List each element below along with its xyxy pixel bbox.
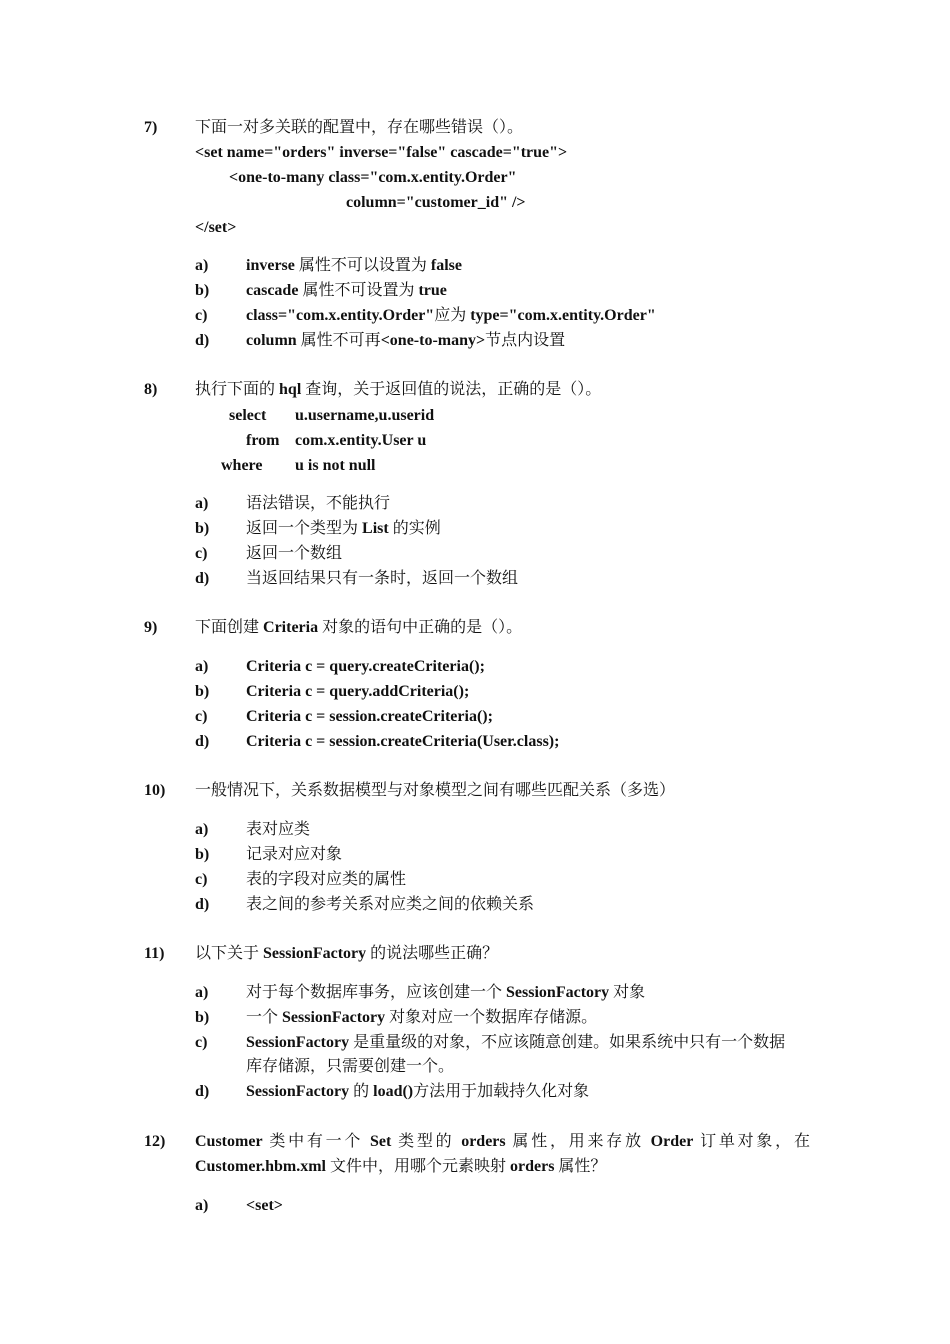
question-10-stem: 一般情况下，关系数据模型与对象模型之间有哪些匹配关系（多选） bbox=[195, 782, 676, 799]
q12-option-a-label: a) bbox=[195, 1197, 209, 1214]
bold-text-run: true bbox=[418, 282, 447, 299]
bold-text-run: SessionFactory bbox=[246, 1034, 350, 1051]
q9-option-b-label: b) bbox=[195, 683, 210, 700]
q12-option-a-text bbox=[246, 1196, 283, 1216]
bold-text-run: column bbox=[246, 332, 297, 349]
text-run: 属性？ bbox=[554, 1158, 607, 1175]
q10-option-a-text bbox=[246, 820, 310, 840]
q10-option-b-label: b) bbox=[195, 846, 210, 863]
bold-text-run: Order bbox=[650, 1133, 694, 1150]
question-7-stem: 下面一对多关联的配置中，存在哪些错误（）。 bbox=[195, 119, 524, 136]
bold-text-run: Customer.hbm.xml bbox=[195, 1158, 326, 1175]
q11-option-d-label: d) bbox=[195, 1083, 210, 1100]
q8-option-c-text bbox=[246, 544, 342, 564]
text-run: 返回一个数组 bbox=[246, 545, 343, 562]
bold-text-run: SessionFactory bbox=[282, 1009, 386, 1026]
bold-text-run: orders bbox=[509, 1158, 555, 1175]
q11-option-c-text bbox=[246, 1033, 785, 1053]
bold-text-run: <set> bbox=[246, 1197, 283, 1214]
q8-option-b-text bbox=[246, 519, 441, 539]
text-run: 的说法哪些正确？ bbox=[366, 945, 499, 962]
text-run: 对象的语句中正确的是（）。 bbox=[318, 619, 523, 636]
bold-text-run: Criteria c = session.createCriteria(); bbox=[246, 708, 493, 725]
q7-option-b-text bbox=[246, 281, 447, 301]
text-run: 类型的 bbox=[391, 1133, 462, 1150]
bold-text-run: SessionFactory bbox=[506, 984, 610, 1001]
q9-option-b-text bbox=[246, 682, 469, 702]
q8-option-a-text bbox=[246, 494, 390, 514]
question-11-number: 11) bbox=[144, 945, 165, 962]
q11-option-c-continuation: 库存储源，只需要创建一个。 bbox=[246, 1058, 455, 1075]
q10-option-c-label: c) bbox=[195, 871, 208, 888]
question-12-stem-line-1 bbox=[195, 1132, 810, 1152]
question-10-number: 10) bbox=[144, 782, 166, 799]
bold-text-run: Set bbox=[369, 1133, 392, 1150]
bold-text-run: <one-to-many> bbox=[380, 332, 486, 349]
text-run: 的 bbox=[349, 1083, 374, 1100]
q9-option-d-label: d) bbox=[195, 733, 210, 750]
q10-option-c-text bbox=[246, 870, 406, 890]
question-12-number: 12) bbox=[144, 1133, 166, 1150]
text-run: 语法错误，不能执行 bbox=[246, 495, 391, 512]
text-run: 是重量级的对象，不应该随意创建。如果系统中只有一个数据 bbox=[349, 1034, 786, 1051]
text-run: 对象对应一个数据库存储源。 bbox=[385, 1009, 598, 1026]
question-11-stem bbox=[195, 944, 498, 964]
q7-option-d-label: d) bbox=[195, 332, 210, 349]
hql-keyword-from: from bbox=[246, 432, 280, 449]
q8-option-c-label: c) bbox=[195, 545, 208, 562]
text-run: 订单对象，在 bbox=[693, 1133, 810, 1150]
hql-select-value: u.username,u.userid bbox=[295, 407, 435, 424]
text-run: 文件中，用哪个元素映射 bbox=[325, 1158, 510, 1175]
bold-text-run: hql bbox=[279, 381, 302, 398]
hql-where-value: u is not null bbox=[295, 457, 376, 474]
q7-code-line-4: </set> bbox=[195, 219, 237, 236]
question-7-number: 7) bbox=[144, 119, 158, 136]
q11-option-c-label: c) bbox=[195, 1034, 208, 1051]
bold-text-run: List bbox=[362, 520, 389, 537]
bold-text-run: load() bbox=[373, 1083, 414, 1100]
text-run: 的实例 bbox=[388, 520, 441, 537]
q8-option-a-label: a) bbox=[195, 495, 209, 512]
question-9-stem bbox=[195, 618, 522, 638]
q7-code-line-2: <one-to-many class="com.x.entity.Order" bbox=[229, 169, 517, 186]
q7-option-d-text bbox=[246, 331, 565, 351]
text-run: 方法用于加载持久化对象 bbox=[413, 1083, 590, 1100]
text-run: 节点内设置 bbox=[485, 332, 566, 349]
text-run: 查询，关于返回值的说法，正确的是（）。 bbox=[301, 381, 602, 398]
q7-option-c-text bbox=[246, 306, 656, 326]
question-8-stem bbox=[195, 380, 601, 400]
hql-keyword-where: where bbox=[221, 457, 263, 474]
text-run: 属性，用来存放 bbox=[505, 1133, 651, 1150]
text-run: 应为 bbox=[434, 307, 471, 324]
bold-text-run: class="com.x.entity.Order" bbox=[246, 307, 435, 324]
q10-option-b-text bbox=[246, 845, 342, 865]
hql-keyword-select: select bbox=[229, 407, 267, 424]
q10-option-d-label: d) bbox=[195, 896, 210, 913]
bold-text-run: type="com.x.entity.Order" bbox=[470, 307, 656, 324]
q9-option-c-text bbox=[246, 707, 493, 727]
question-8-number: 8) bbox=[144, 381, 158, 398]
q11-option-d-text bbox=[246, 1082, 589, 1102]
q10-option-d-text bbox=[246, 895, 534, 915]
q8-option-d-label: d) bbox=[195, 570, 210, 587]
text-run: 对于每个数据库事务，应该创建一个 bbox=[246, 984, 507, 1001]
text-run: 属性不可设置为 bbox=[298, 282, 419, 299]
q7-code-line-3: column="customer_id" /> bbox=[346, 194, 526, 211]
text-run: 以下关于 bbox=[195, 945, 264, 962]
text-run: 表之间的参考关系对应类之间的依赖关系 bbox=[246, 896, 535, 913]
bold-text-run: Customer bbox=[195, 1133, 263, 1150]
bold-text-run: false bbox=[430, 257, 462, 274]
bold-text-run: SessionFactory bbox=[263, 945, 367, 962]
q9-option-c-label: c) bbox=[195, 708, 208, 725]
bold-text-run: Criteria c = query.createCriteria(); bbox=[246, 658, 485, 675]
text-run: 属性不可再 bbox=[296, 332, 381, 349]
bold-text-run: Criteria bbox=[263, 619, 319, 636]
bold-text-run: orders bbox=[461, 1133, 506, 1150]
text-run: 下面创建 bbox=[195, 619, 264, 636]
q8-option-b-label: b) bbox=[195, 520, 210, 537]
text-run: 表对应类 bbox=[246, 821, 311, 838]
text-run: 返回一个类型为 bbox=[246, 520, 363, 537]
q11-option-a-label: a) bbox=[195, 984, 209, 1001]
q7-option-c-label: c) bbox=[195, 307, 208, 324]
bold-text-run: SessionFactory bbox=[246, 1083, 350, 1100]
text-run: 类中有一个 bbox=[262, 1133, 370, 1150]
q9-option-d-text bbox=[246, 732, 559, 752]
q9-option-a-text bbox=[246, 657, 485, 677]
text-run: 属性不可以设置为 bbox=[294, 257, 431, 274]
q10-option-a-label: a) bbox=[195, 821, 209, 838]
q7-option-b-label: b) bbox=[195, 282, 210, 299]
bold-text-run: cascade bbox=[246, 282, 299, 299]
q9-option-a-label: a) bbox=[195, 658, 209, 675]
text-run: 执行下面的 bbox=[195, 381, 280, 398]
bold-text-run: Criteria c = session.createCriteria(User.class); bbox=[246, 733, 560, 750]
text-run: 表的字段对应类的属性 bbox=[246, 871, 407, 888]
q7-code-line-1: <set name="orders" inverse="false" cascade="true"> bbox=[195, 144, 568, 161]
question-12-stem-line-2 bbox=[195, 1157, 606, 1177]
hql-from-value: com.x.entity.User u bbox=[295, 432, 427, 449]
bold-text-run: Criteria c = query.addCriteria(); bbox=[246, 683, 470, 700]
q11-option-b-label: b) bbox=[195, 1009, 210, 1026]
q7-option-a-label: a) bbox=[195, 257, 209, 274]
text-run: 记录对应对象 bbox=[246, 846, 343, 863]
q7-option-a-text bbox=[246, 256, 462, 276]
text-run: 当返回结果只有一条时，返回一个数组 bbox=[246, 570, 519, 587]
question-9-number: 9) bbox=[144, 619, 158, 636]
q11-option-b-text bbox=[246, 1008, 597, 1028]
q8-option-d-text bbox=[246, 569, 518, 589]
text-run: 一个 bbox=[246, 1009, 283, 1026]
text-run: 对象 bbox=[609, 984, 646, 1001]
q11-option-a-text bbox=[246, 983, 645, 1003]
bold-text-run: inverse bbox=[246, 257, 295, 274]
